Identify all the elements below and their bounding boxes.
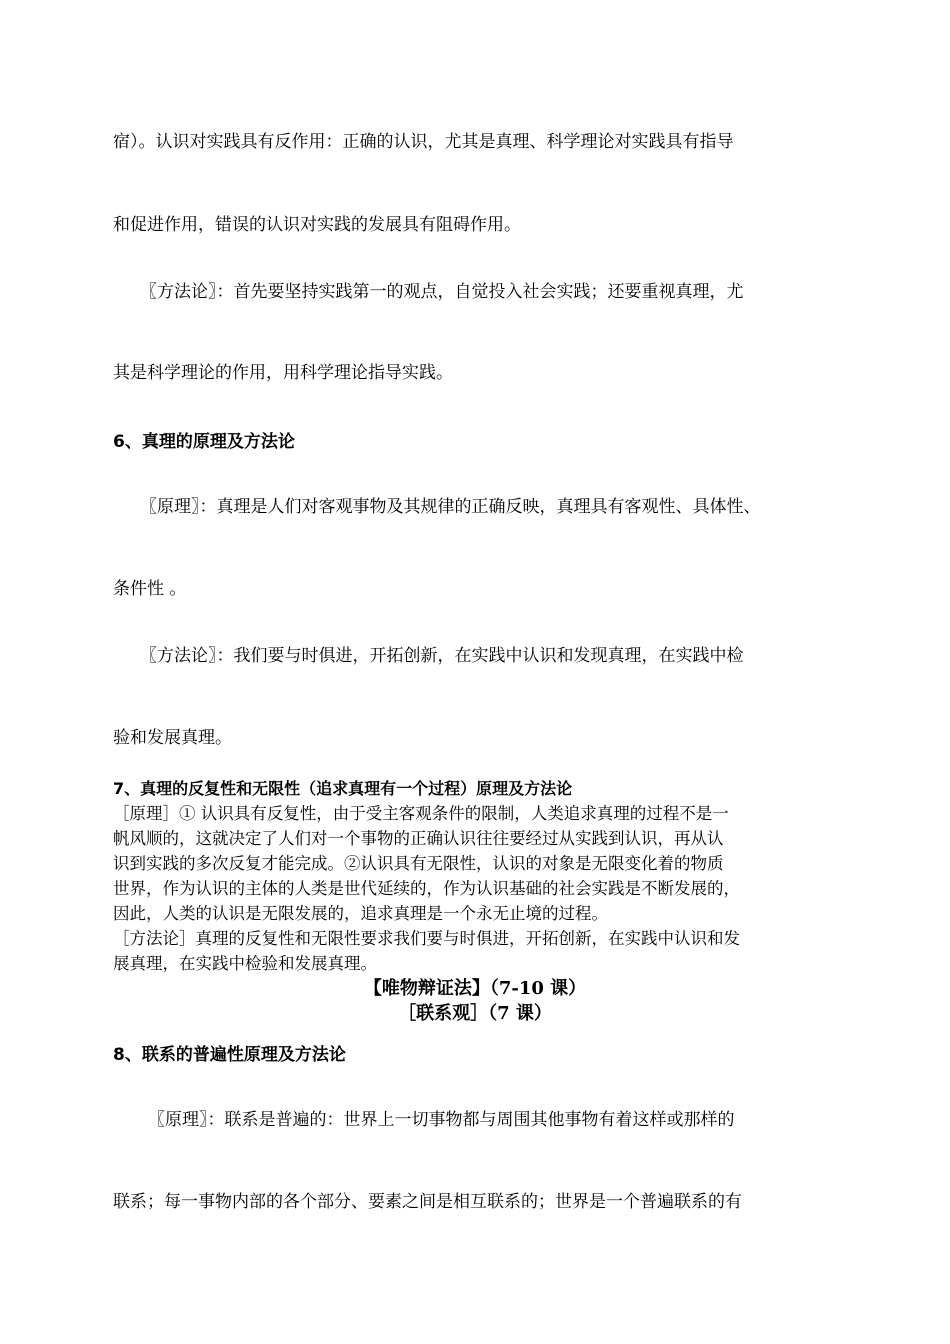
section-heading-8: 8、联系的普遍性原理及方法论 <box>113 1045 346 1065</box>
paragraph-line: ［原理］① 认识具有反复性，由于受主客观条件的限制，人类追求真理的过程不是一 <box>113 804 729 823</box>
section-heading-7: 7、真理的反复性和无限性（追求真理有一个过程）原理及方法论 <box>113 779 573 798</box>
paragraph-line: 其是科学理论的作用，用科学理论指导实践。 <box>113 363 453 383</box>
paragraph-line: 帆风顺的，这就决定了人们对一个事物的正确认识往往要经过从实践到认识，再从认 <box>113 829 724 848</box>
paragraph-line: 条件性 。 <box>113 579 187 599</box>
methodology-line: 〖方法论〗：首先要坚持实践第一的观点，自觉投入社会实践；还要重视真理，尤 <box>140 282 744 302</box>
section-heading-6: 6、真理的原理及方法论 <box>113 432 295 452</box>
chapter-title: 【唯物辩证法】（7-10 课） <box>363 978 587 999</box>
paragraph-line: 识到实践的多次反复才能完成。②认识具有无限性，认识的对象是无限变化着的物质 <box>113 854 724 873</box>
principle-line: 〖原理〗：真理是人们对客观事物及其规律的正确反映，真理具有客观性、具体性、 <box>140 497 761 517</box>
paragraph-line: ［方法论］真理的反复性和无限性要求我们要与时俱进，开拓创新，在实践中认识和发 <box>113 929 740 948</box>
chapter-subtitle: ［联系观］（7 课） <box>398 1003 552 1024</box>
paragraph-line: 和促进作用，错误的认识对实践的发展具有阻碍作用。 <box>113 215 521 235</box>
paragraph-line: 联系；每一事物内部的各个部分、要素之间是相互联系的；世界是一个普遍联系的有 <box>113 1192 742 1212</box>
methodology-line: 〖方法论〗：我们要与时俱进，开拓创新，在实践中认识和发现真理，在实践中检 <box>140 646 744 666</box>
paragraph-line: 验和发展真理。 <box>113 728 232 748</box>
paragraph-line: 展真理，在实践中检验和发展真理。 <box>113 954 377 973</box>
paragraph-line: 因此，人类的认识是无限发展的，追求真理是一个永无止境的过程。 <box>113 904 608 923</box>
principle-line: 〖原理〗：联系是普遍的：世界上一切事物都与周围其他事物有着这样或那样的 <box>148 1110 735 1130</box>
paragraph-line: 宿）。认识对实践具有反作用：正确的认识，尤其是真理、科学理论对实践具有指导 <box>113 132 734 152</box>
paragraph-line: 世界，作为认识的主体的人类是世代延续的，作为认识基础的社会实践是不断发展的， <box>113 879 740 898</box>
